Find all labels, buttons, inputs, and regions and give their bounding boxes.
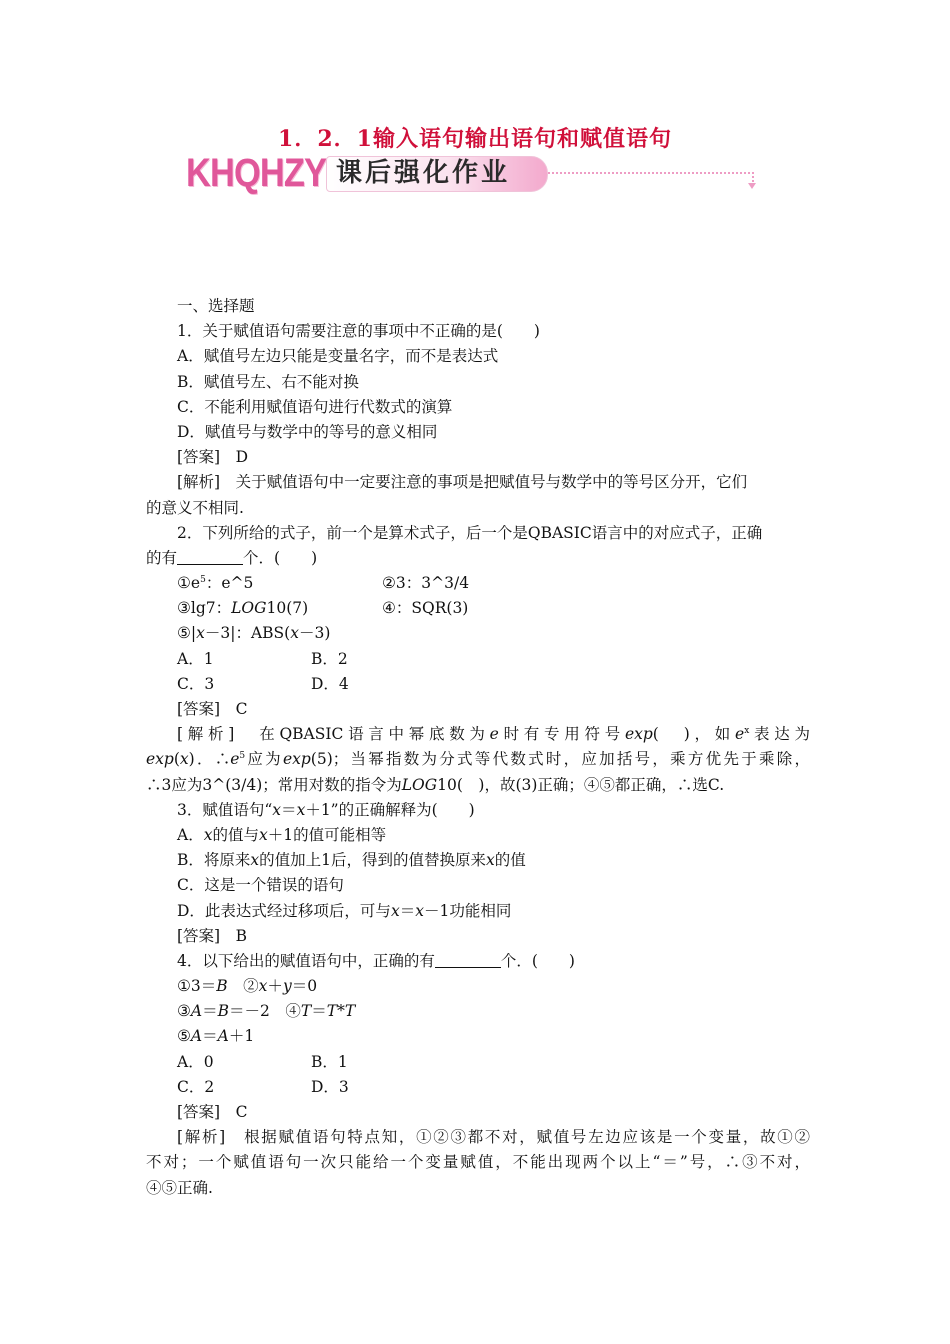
q4-option-c: C．2 [177,1077,215,1096]
q2-item-5: ⑤|x－3|：ABS(x－3) [177,624,331,643]
page-title: 1．2．1输入语句输出语句和赋值语句 [278,126,672,152]
banner-text: 课后强化作业 [336,158,511,188]
q2-item-1: $①e^5$：e^5 [177,574,254,593]
banner-arrow-icon [748,183,756,189]
q2-explanation-line1: [解析] 在QBASIC语言中幂底数为e时有专用符号exp( )，如$e^x$表达为 [177,725,810,744]
q4-options-row1 [146,1050,810,1075]
q4-answer: [答案] C [177,1103,248,1121]
section-heading: 一、选择题 [177,297,255,315]
q2-explanation-line3: ∴3应为3^(3/4)；常用对数的指令为LOG10( )，故(3)正确；④⑤都正确，∴选C. [146,775,725,794]
banner-dotted-line [548,172,754,174]
q4-options-row2 [146,1075,810,1100]
q4-explanation-line3: ④⑤正确. [146,1178,213,1197]
q3-option-b: B．将原来x的值加上1后，得到的值替换原来x的值 [177,851,526,870]
q2-options-row2 [146,672,810,697]
q2-item-4: ④：SQR(3) [382,599,469,618]
document-body [146,294,810,1201]
question-1: 1．关于赋值语句需要注意的事项中不正确的是( ) [177,322,540,341]
question-4: 4．以下给出的赋值语句中，正确的有 个．( ) [177,951,575,970]
q1-option-c: C．不能利用赋值语句进行代数式的演算 [177,397,453,416]
q1-explanation-line1: [解析] 关于赋值语句中一定要注意的事项是把赋值号与数学中的等号区分开，它们 [177,473,748,492]
q3-option-c: C．这是一个错误的语句 [177,876,344,895]
answer-blank [435,950,501,968]
q4-items-row2: ③A＝B＝－2 ④T＝T*T [177,1002,356,1021]
q4-option-d: D．3 [311,1077,349,1096]
q3-option-a: A．x的值与x＋1的值可能相等 [177,825,387,844]
q1-option-d: D．赋值号与数学中的等号的意义相同 [177,422,438,441]
q1-answer: [答案] D [177,448,249,467]
q4-option-a: A．0 [177,1052,214,1071]
q2-option-d: D．4 [311,674,349,693]
q1-option-a: A．赋值号左边只能是变量名字，而不是表达式 [177,347,499,366]
question-2-line2: 的有 个．( ) [146,548,318,567]
q2-answer: [答案] C [177,700,248,718]
section-banner [186,150,766,200]
q2-options-row1 [146,647,810,672]
q4-items-row1: ①3＝B ②x＋y＝0 [177,977,318,996]
q3-option-d: D．此表达式经过移项后，可与x＝x－1功能相同 [177,901,512,920]
q4-items-row3: ⑤A＝A＋1 [177,1027,255,1046]
answer-blank [177,547,243,565]
question-3: 3．赋值语句“x＝x＋1”的正确解释为( ) [177,800,475,819]
q2-option-c: C．3 [177,674,215,693]
q2-items-row2 [146,596,810,621]
q4-explanation-line1: [解析] 根据赋值语句特点知，①②③都不对，赋值号左边应该是一个变量，故①② [177,1128,810,1147]
q2-explanation-line2: exp(x)．$\therefore e^5$应为exp(5)；当幂指数为分式等代数式时，应加括号，乘方优先于乘除， [146,750,810,769]
q4-option-b: B．1 [311,1052,348,1071]
q4-explanation-line2: 不对；一个赋值语句一次只能给一个变量赋值，不能出现两个以上“＝”号，∴③不对， [146,1153,810,1172]
q2-option-a: A．1 [177,649,214,668]
banner-logo: KHQHZY [186,151,327,195]
q2-items-row1 [146,571,810,596]
question-2-line1: 2．下列所给的式子，前一个是算术式子，后一个是QBASIC语言中的对应式子，正确 [177,523,763,542]
q1-explanation-line2: 的意义不相同. [146,498,244,517]
q3-answer: [答案] B [177,926,247,945]
q2-option-b: B．2 [311,649,348,668]
q2-item-2: ②3：3^3/4 [382,574,470,593]
q1-option-b: B．赋值号左、右不能对换 [177,372,359,391]
q2-item-3: ③lg7：LOG10(7) [177,599,309,618]
